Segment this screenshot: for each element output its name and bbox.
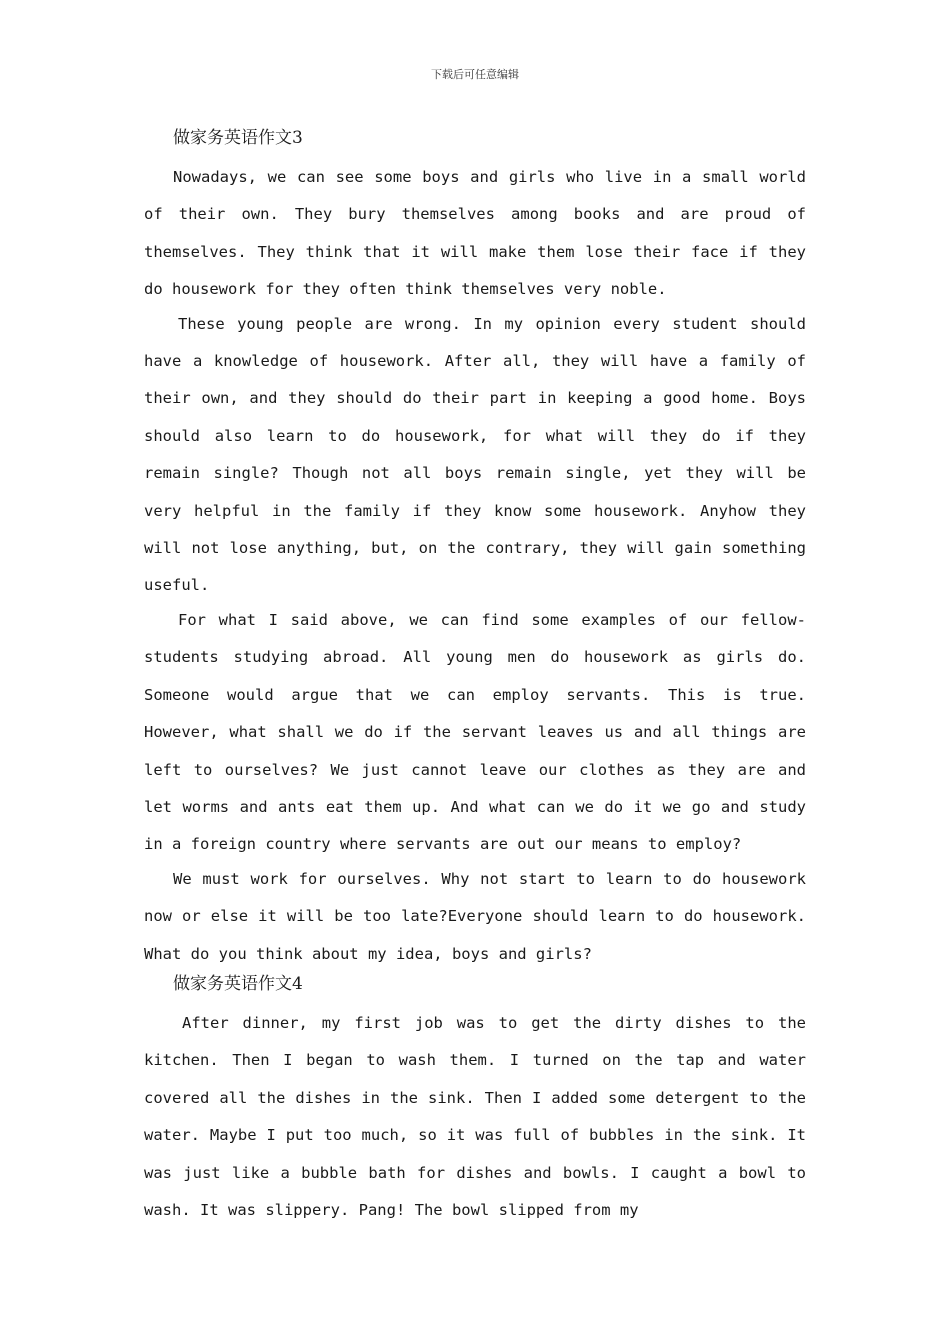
essay-3-paragraph-2: These young people are wrong. In my opinion every student should have a knowledge of housework. After all, they will have a family of their own, and they should do their part in keeping a good home. Boys should also learn to do housework, for what will they do if they remain single? Though not all boys remain single, yet they will be very helpful in the family if they know some housework. Anyhow they will not lose anything, but, on the contrary, they will gain something useful.: [144, 314, 806, 595]
document-body: [144, 124, 806, 1219]
essay-4-paragraph-1: After dinner, my first job was to get the dirty dishes to the kitchen. Then I began to wash them. I turned on the tap and water covered all the dishes in the sink. Then I added some detergent to the water. Maybe I put too much, so it was full of bubbles in the sink. It was just like a bubble bath for dishes and bowls. I caught a bowl to wash. It was slippery. Pang! The bowl slipped from my: [144, 1013, 806, 1219]
essay-3-paragraph-4: We must work for ourselves. Why not start to learn to do housework now or else it will be too late?Everyone should learn to do housework. What do you think about my idea, boys and girls?: [144, 869, 806, 963]
essay-3-title: 做家务英语作文3: [173, 128, 303, 148]
essay-3-paragraph-1: Nowadays, we can see some boys and girls who live in a small world of their own. They bury themselves among books and are proud of themselves. They think that it will make them lose their face if they do housework for they often think themselves very noble.: [144, 168, 806, 299]
essay-4-title: 做家务英语作文4: [173, 973, 303, 994]
header-note: 下载后可任意编辑: [431, 68, 519, 81]
essay-3-paragraph-3: For what I said above, we can find some examples of our fellow-students studying abroad. All young men do housework as girls do. Someone would argue that we can employ servants. This is true. However, what shall we do if the servant leaves us and all things are left to ourselves? We just cannot leave our clothes as they are and let worms and ants eat them up. And what can we do it we go and study in a foreign country where servants are out our means to employ?: [144, 610, 806, 854]
